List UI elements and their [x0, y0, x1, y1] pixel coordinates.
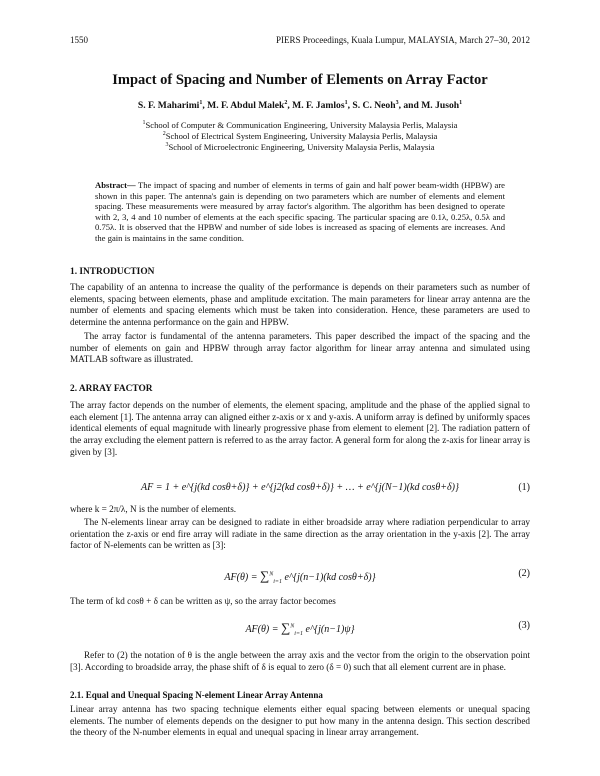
author-name: S. C. Neoh: [352, 100, 396, 112]
equation-2-number: (2): [518, 568, 530, 579]
summation-symbol: ∑: [259, 568, 270, 583]
equation-3-rhs: e^{j(n−1)ψ}: [305, 624, 355, 635]
affil-mark: 3: [395, 100, 399, 106]
author-name: M. F. Jamlos: [292, 100, 345, 112]
section-heading-array-factor: 2. ARRAY FACTOR: [70, 384, 153, 394]
equation-3-expression: [70, 620, 530, 637]
affiliation-3: [60, 142, 540, 152]
abstract: [95, 180, 505, 244]
subsection-paragraph-1: Linear array antenna has two spacing technique elements either equal spacing between elements or unequal spacing elements. The number of elements depends on the designer to put how many in the antenna design. This section described the theory of the N-number elements in equal and unequal spacing in linear array arrangement.: [70, 704, 530, 738]
affil-mark: 1: [199, 100, 203, 106]
section-heading-introduction: 1. INTRODUCTION: [70, 267, 155, 277]
array-factor-paragraph-2: The N-elements linear array can be designed to radiate in either broadside array where radiation perpendicular to array orientation the z-axis or end fire array will radiate in the same direction as the array orientation in the y-axis [2]. The array factor of N-elements can be written as [3]:: [70, 517, 530, 551]
sum-upper-limit: N: [269, 571, 274, 578]
summation-symbol: ∑: [280, 620, 291, 635]
affil-mark: 1: [344, 100, 348, 106]
affiliation-1: [60, 120, 540, 130]
equation-1-expression: AF = 1 + e^{j(kd cosθ+δ)} + e^{j2(kd cosθ+δ)} + … + e^{j(N−1)(kd cosθ+δ)}: [141, 482, 459, 493]
affiliation-text: School of Electrical System Engineering, University Malaysia Perlis, Malaysia: [165, 131, 438, 141]
intro-paragraph-1: The capability of an antenna to increase the quality of the performance is depends on their parameters such as number of elements, spacing between elements, phase and amplitude excitation. The main parameters for linear array antenna are the number of elements and spacing elements which must be taken into consideration. Hence, these parameters are used to determine the antenna performance on the gain and HPBW.: [70, 282, 530, 328]
paper-title: Impact of Spacing and Number of Elements on Array Factor: [112, 72, 488, 88]
where-line: where k = 2π/λ, N is the number of elements.: [70, 504, 237, 514]
equation-3: [70, 620, 530, 638]
equation-2-lhs: AF(θ) =: [224, 572, 260, 583]
equation-2: [70, 568, 530, 586]
affil-mark: 1: [459, 100, 463, 106]
author-name: S. F. Maharimi: [137, 100, 200, 112]
sum-lower-limit: i=1: [294, 631, 303, 637]
term-line: The term of kd cosθ + δ can be written as ψ, so the array factor becomes: [70, 596, 336, 606]
equation-1-number: (1): [518, 482, 530, 493]
affil-mark: 2: [284, 100, 288, 106]
sum-lower-limit: i=1: [273, 579, 282, 585]
intro-paragraph-2: The array factor is fundamental of the antenna parameters. This paper described the impact of the spacing and the number of elements on gain and HPBW through array factor algorithm for linear array antenna and simulated using MATLAB software as illustrated.: [70, 331, 530, 365]
author-list: S. F. Maharimi$^1$, M. F. Abdul Malek$^2$, M. F. Jamlos$^1$, S. C. Neoh$^3$, and M. Jusoh$^1$: [137, 100, 463, 112]
equation-3-lhs: AF(θ) =: [245, 624, 281, 635]
equation-2-expression: [70, 568, 530, 585]
author-name: M. F. Abdul Malek: [207, 100, 285, 112]
affil-mark: 1: [142, 120, 146, 127]
affil-mark: 3: [165, 142, 169, 149]
equation-2-rhs: e^{j(n−1)(kd cosθ+δ)}: [284, 572, 376, 583]
sum-upper-limit: N: [290, 623, 295, 630]
page-number: 1550: [70, 35, 88, 45]
affiliation-text: School of Microelectronic Engineering, University Malaysia Perlis, Malaysia: [168, 142, 435, 152]
array-factor-paragraph-3: Refer to (2) the notation of θ is the angle between the array axis and the vector from the origin to the observation point [3]. According to broadside array, the phase shift of δ is equal to zero (δ = 0) such that all element current are in phase.: [70, 650, 530, 672]
equation-1: [70, 482, 530, 500]
venue-line: PIERS Proceedings, Kuala Lumpur, MALAYSIA, March 27–30, 2012: [275, 35, 530, 45]
affil-mark: 2: [162, 131, 166, 138]
author-name: M. Jusoh: [421, 100, 460, 112]
running-header: [70, 35, 530, 47]
abstract-label: Abstract—: [95, 180, 136, 190]
subsection-heading: 2.1. Equal and Unequal Spacing N-element Linear Array Antenna: [70, 690, 323, 700]
affiliation-text: School of Computer & Communication Engineering, University Malaysia Perlis, Malaysia: [145, 120, 458, 130]
array-factor-paragraph-1: The array factor depends on the number of elements, the element spacing, amplitude and the phase of the applied signal to each element [1]. The antenna array can aligned either z-axis or x and y-axis. A uniform array is defined by uniformly spaces identical elements of equal magnitude with linearly progressive phase from element to element [2]. The radiation pattern of the array excluding the element pattern is referred to as the array factor. A general form for along the z-axis for linear array is given by [3].: [70, 400, 530, 457]
equation-3-number: (3): [518, 620, 530, 631]
affiliation-2: [60, 131, 540, 141]
abstract-text: The impact of spacing and number of elements in terms of gain and half power beam-width (HPBW) are shown in this paper. The antenna's gain is depending on two parameters which are number of elements and element spacing. These measurements were measured by array factor's algorithm. The algorithm has been designed to operate with 2, 3, 4 and 10 number of elements at the each specific spacing. The particular spacing are 0.1λ, 0.25λ, 0.5λ and 0.75λ. It is observed that the HPBW and number of side lobes is increased as spacing of elements are increases. And the gain is maintains in the same condition.: [95, 180, 505, 243]
